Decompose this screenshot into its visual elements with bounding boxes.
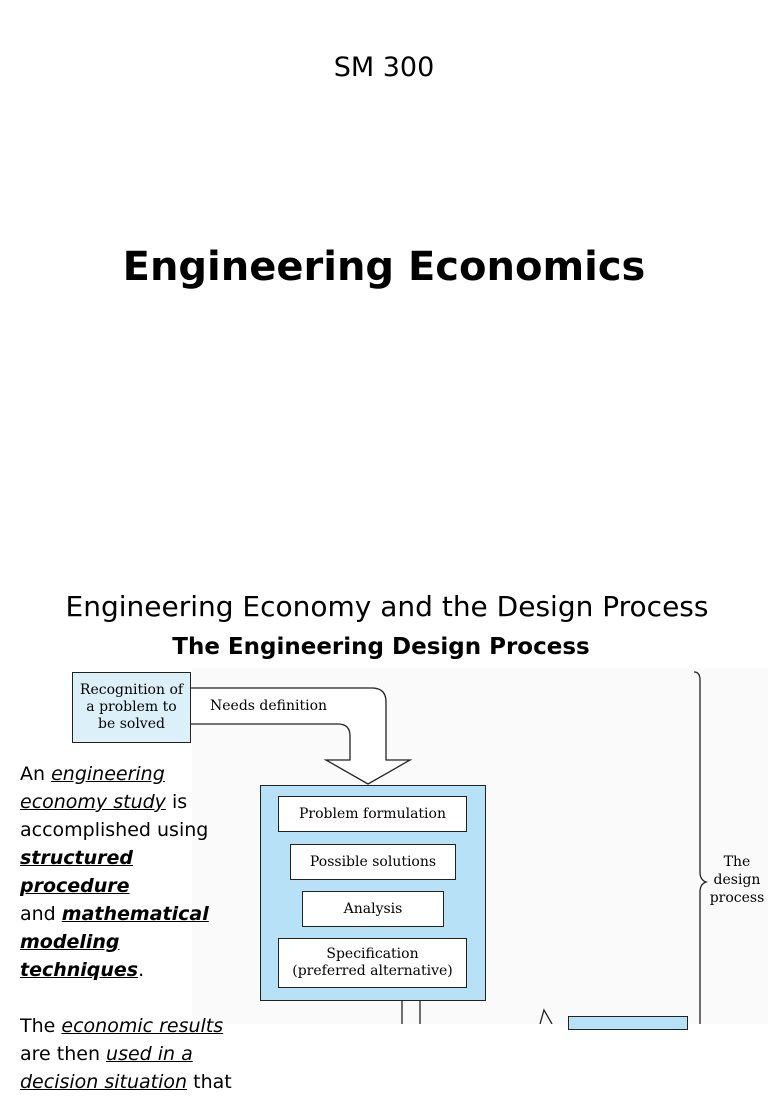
brace-line-3: process xyxy=(709,890,765,906)
text-run: The xyxy=(20,1015,62,1037)
text-run: modeling techniques xyxy=(20,931,139,981)
recognition-line-1: Recognition of xyxy=(79,682,184,698)
step-label: Possible solutions xyxy=(309,853,437,870)
next-step-box-partial xyxy=(568,1016,688,1030)
step-possible-solutions xyxy=(290,844,456,880)
text-run: decision situation xyxy=(20,1071,188,1093)
text-run: structured procedure xyxy=(20,847,134,897)
specification-line-1: Specification xyxy=(326,946,419,962)
design-process-brace xyxy=(694,672,706,1024)
body-line-2 xyxy=(20,788,240,816)
design-process-label xyxy=(706,853,768,907)
text-run: An xyxy=(20,763,52,785)
text-run: economic results xyxy=(61,1015,224,1037)
brace-line-1: The xyxy=(723,854,751,870)
text-run: and xyxy=(20,903,62,925)
small-arrow xyxy=(540,1010,552,1024)
recognition-line-2: a problem to xyxy=(86,699,177,715)
slide-title: Engineering Economics xyxy=(122,244,646,290)
body-line-9 xyxy=(20,1068,240,1096)
text-run: economy study xyxy=(20,791,166,813)
text-run: mathematical xyxy=(61,903,209,925)
body-line-1 xyxy=(20,760,240,788)
paragraph-gap xyxy=(20,984,240,1012)
text-run: are then xyxy=(20,1043,107,1065)
recognition-line-3: be solved xyxy=(98,716,165,732)
brace-line-2: design xyxy=(713,872,761,888)
body-line-6 xyxy=(20,928,240,984)
step-label: Analysis xyxy=(343,900,403,917)
body-line-8 xyxy=(20,1040,240,1068)
text-run: engineering xyxy=(51,763,165,785)
body-text xyxy=(20,760,240,1096)
course-code: SM 300 xyxy=(333,52,435,83)
step-problem-formulation xyxy=(278,796,467,832)
step-specification xyxy=(278,938,467,988)
slide2-title: Engineering Economy and the Design Process xyxy=(65,590,709,623)
body-line-7 xyxy=(20,1012,240,1040)
recognition-box xyxy=(72,672,191,743)
body-line-4 xyxy=(20,844,240,900)
body-line-3 xyxy=(20,816,240,844)
text-run: accomplished using xyxy=(20,819,209,841)
text-run: is xyxy=(165,791,188,813)
step-analysis xyxy=(302,891,444,927)
text-run: used in a xyxy=(106,1043,193,1065)
text-run: . xyxy=(138,959,145,981)
body-line-5 xyxy=(20,900,240,928)
needs-definition-label: Needs definition xyxy=(210,698,328,714)
step-label: Problem formulation xyxy=(299,805,446,822)
specification-line-2: (preferred alternative) xyxy=(292,963,453,979)
text-run: that xyxy=(187,1071,232,1093)
slide2-subtitle: The Engineering Design Process xyxy=(172,634,590,660)
